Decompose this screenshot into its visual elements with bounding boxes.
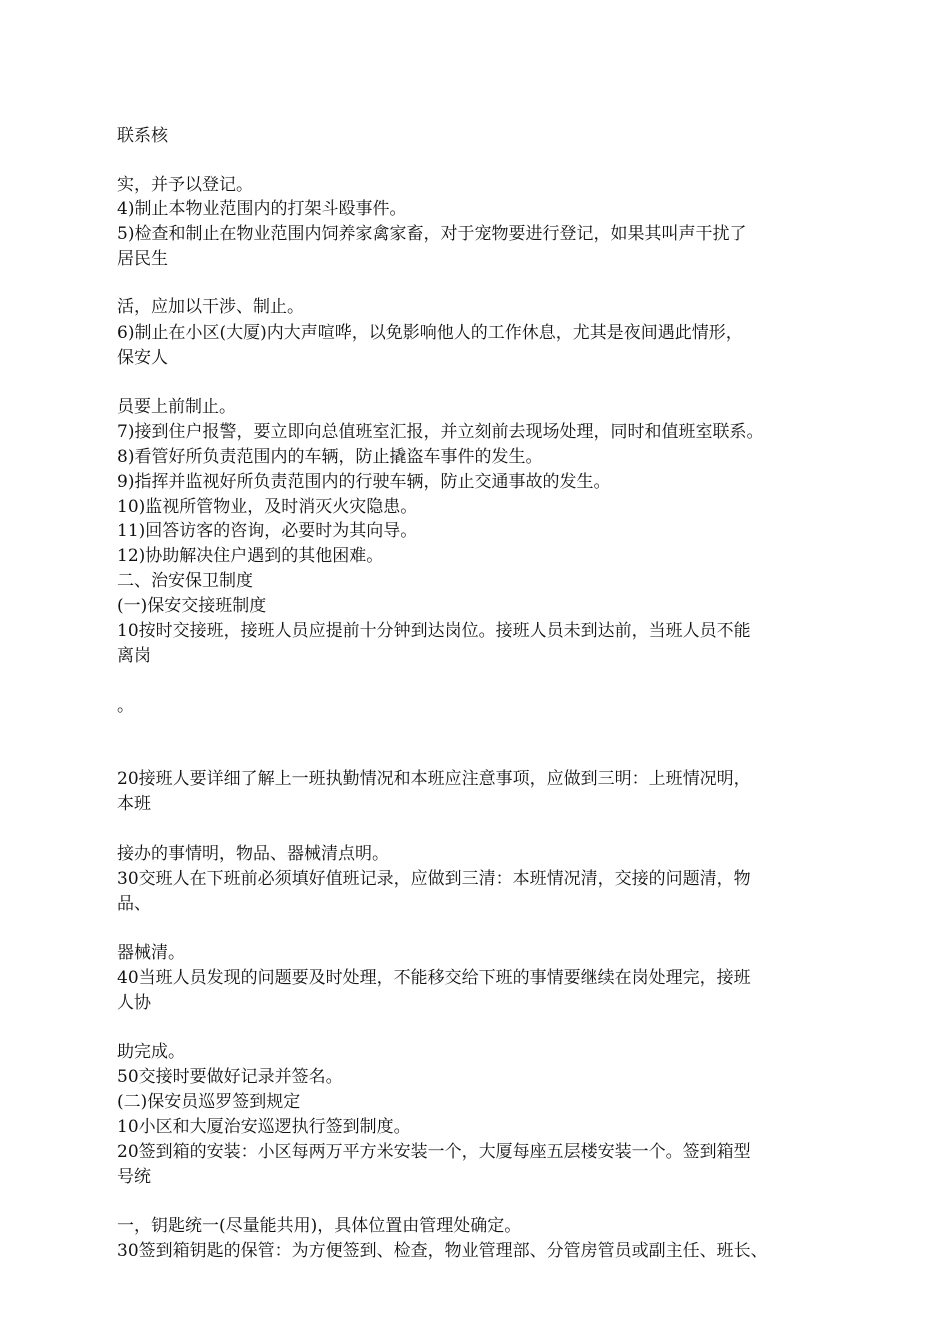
text-line: 助完成。 [117,1042,185,1062]
text-line: 号统 [117,1167,151,1187]
text-line: 保安人 [117,348,168,368]
text-line: 员要上前制止。 [117,397,236,417]
text-line: 40当班人员发现的问题要及时处理，不能移交给下班的事情要继续在岗处理完，接班 [117,968,751,988]
text-line: 50交接时要做好记录并签名。 [117,1067,343,1087]
text-line: 。 [117,696,134,716]
text-line: 6)制止在小区(大厦)内大声喧哗，以免影响他人的工作休息，尤其是夜间遇此情形， [117,323,743,343]
text-line: 12)协助解决住户遇到的其他困难。 [117,546,384,566]
text-line: 器械清。 [117,943,185,963]
text-line: 品、 [117,894,151,914]
section-heading: 二、治安保卫制度 [117,571,253,591]
text-line: 10按时交接班，接班人员应提前十分钟到达岗位。接班人员未到达前，当班人员不能 [117,621,751,641]
text-line: 10)监视所管物业，及时消灭火灾隐患。 [117,497,418,517]
text-line: 接办的事情明，物品、器械清点明。 [117,844,389,864]
text-line: 7)接到住户报警，要立即向总值班室汇报，并立刻前去现场处理，同时和值班室联系。 [117,422,764,442]
text-line: 20接班人要详细了解上一班执勤情况和本班应注意事项，应做到三明：上班情况明， [117,769,751,789]
text-line: 实，并予以登记。 [117,175,253,195]
text-line: 20签到箱的安装：小区每两万平方米安装一个，大厦每座五层楼安装一个。签到箱型 [117,1142,751,1162]
text-line: 5)检查和制止在物业范围内饲养家禽家畜，对于宠物要进行登记，如果其叫声干扰了 [117,224,747,244]
text-line: 10小区和大厦治安巡逻执行签到制度。 [117,1117,411,1137]
text-line: 居民生 [117,249,168,269]
text-line: 本班 [117,794,151,814]
text-line: 30交班人在下班前必须填好值班记录，应做到三清：本班情况清，交接的问题清，物 [117,869,751,889]
text-line: 11)回答访客的咨询，必要时为其向导。 [117,521,418,541]
text-line: 活，应加以干涉、制止。 [117,297,304,317]
text-line: 8)看管好所负责范围内的车辆，防止撬盗车事件的发生。 [117,447,543,467]
text-line: 离岗 [117,646,151,666]
text-line: 联系核 [117,126,168,146]
subsection-heading: (一)保安交接班制度 [117,596,267,616]
subsection-heading: (二)保安员巡罗签到规定 [117,1092,301,1112]
text-line: 9)指挥并监视好所负责范围内的行驶车辆，防止交通事故的发生。 [117,472,611,492]
text-line: 人协 [117,993,151,1013]
text-line: 30签到箱钥匙的保管：为方便签到、检查，物业管理部、分管房管员或副主任、班长、 [117,1241,768,1261]
text-line: 4)制止本物业范围内的打架斗殴事件。 [117,199,407,219]
text-line: 一，钥匙统一(尽量能共用)，具体位置由管理处确定。 [117,1216,522,1236]
